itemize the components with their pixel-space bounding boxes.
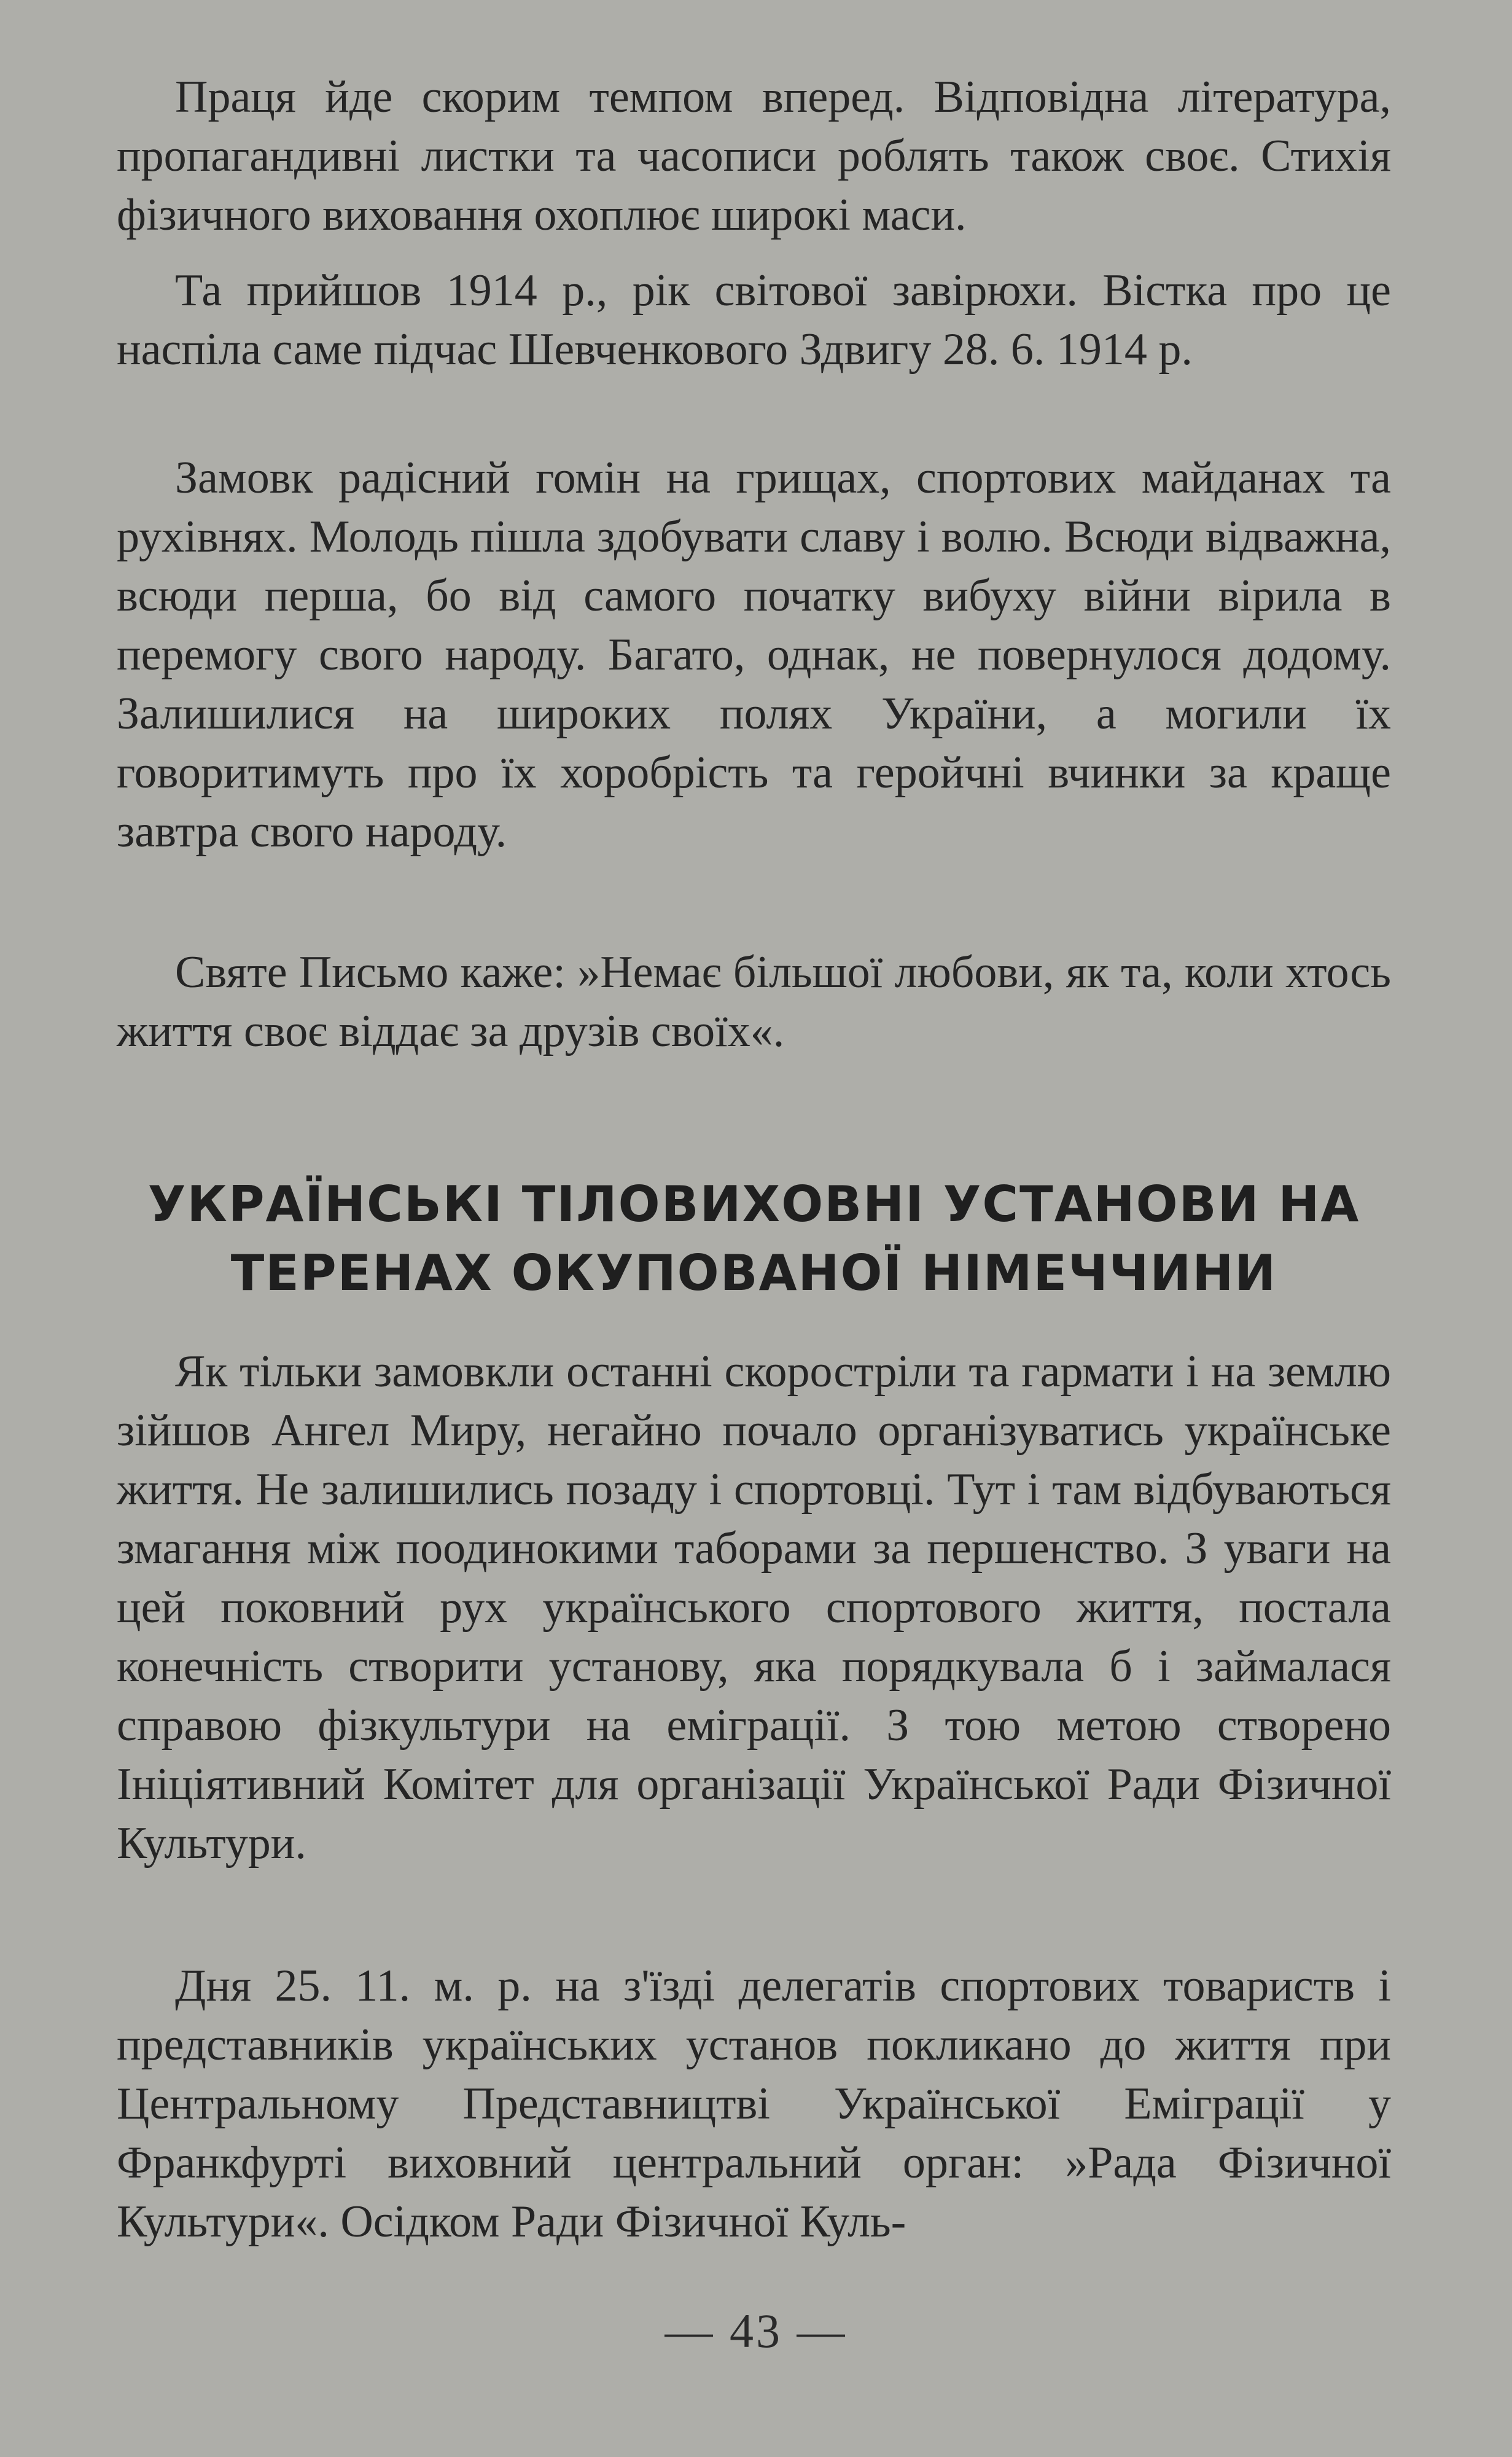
section-heading: УКРАЇНСЬКІ ТІЛОВИХОВНІ УСТАНОВИ НА ТЕРЕНАХ ОКУПОВАНОЇ НІМЕЧЧИНИ xyxy=(147,1176,1360,1302)
paragraph-work-progress: Праця йде скорим темпом вперед. Відповідна література, пропагандивні листки та часописи роблять також своє. Стихія фізичного виховання охоплює широкі маси. xyxy=(117,72,1391,240)
paragraph-youth-war: Замовк радісний гомін на грищах, спортових майданах та рухівнях. Молодь пішла здобувати славу і волю. Всюди відважна, всюди перша, бо від самого початку вибуху війни вірила в перемогу свого народу. Багато, однак, не повернулося додому. Залишилися на широких полях України, а могили їх говоритимуть про їх хоробрість та геройчні вчинки за краще завтра свого народу. xyxy=(117,453,1391,857)
paragraph-scripture-quote: Святе Письмо каже: »Немає більшої любови, як та, коли хтось життя своє віддає за друзів своїх«. xyxy=(117,947,1391,1057)
paragraph-1914-news: Та прийшов 1914 р., рік світової завірюхи. Вістка про це наспіла саме підчас Шевченкового Здвигу 28. 6. 1914 р. xyxy=(117,265,1391,375)
paragraph-council-founding: Дня 25. 11. м. р. на з'їзді делегатів спортових товариств і представників українських установ покликано до життя при Центральному Представництві Української Еміграції у Франкфурті виховний центральний орган: »Рада Фізичної Культури«. Осідком Ради Фізичної Куль- xyxy=(117,1961,1391,2247)
paragraph-emigration-sports: Як тільки замовкли останні скоростріли та гармати і на землю зійшов Ангел Миру, негайно почало організуватись українське життя. Не залишились позаду і спортовці. Тут і там відбуваються змагання між поодинокими таборами за першенство. З уваги на цей поковний рух українського спортового життя, постала конечність створити установу, яка порядкувала б і займалася справою фізкультури на еміграції. З тою метою створено Ініціятивний Комітет для організації Української Ради Фізичної Культури. xyxy=(117,1346,1391,1869)
page-number: — 43 — xyxy=(664,2304,848,2357)
